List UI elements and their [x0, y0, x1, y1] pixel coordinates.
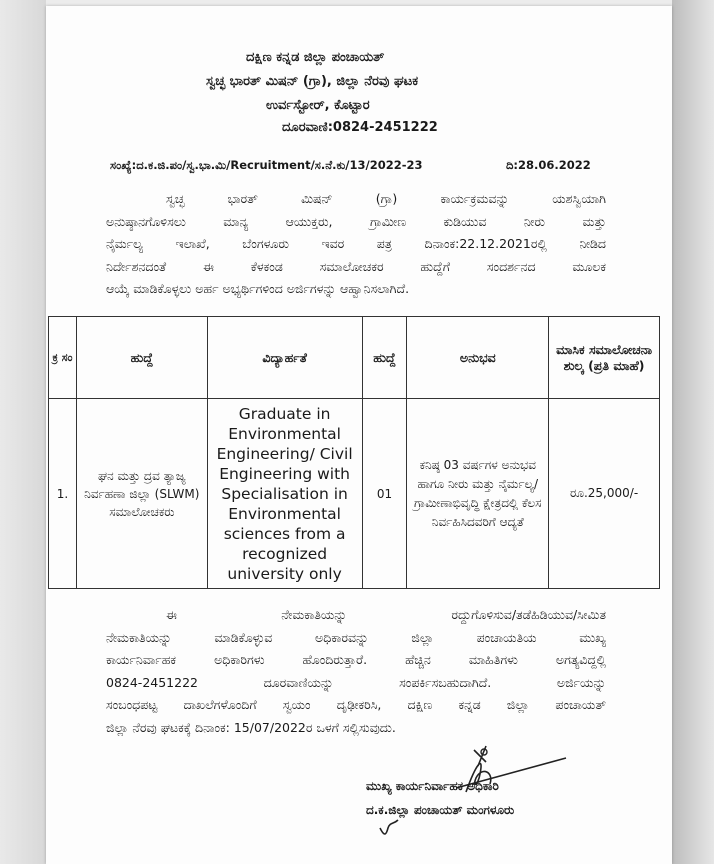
intro-line: ನೈರ್ಮಲ್ಯ ಇಲಾಖೆ, ಬೆಂಗಳೂರು ಇವರ ಪತ್ರ ದಿನಾಂಕ:22.12.2021ರಲ್ಲಿ ನೀಡಿದ [106, 236, 606, 251]
header-qualification: ವಿದ್ಯಾರ್ಹತೆ [207, 317, 362, 399]
header-post: ಹುದ್ದೆ [76, 317, 207, 399]
closing-line: 0824-2451222 ದೂರವಾಣಿಯನ್ನು ಸಂಪರ್ಕಿಸಬಹುದಾಗಿದೆ. ಅರ್ಜಿಯನ್ನು [106, 674, 606, 690]
cell-post: ಘನ ಮತ್ತು ದ್ರವ ತ್ಯಾಜ್ಯ ನಿರ್ವಹಣಾ ಜಿಲ್ಲಾ (SLWM) ಸಮಾಲೋಚಕರು [76, 399, 207, 589]
table-header-row [49, 317, 660, 399]
header-phone: ದೂರವಾಣಿ:0824-2451222 [282, 120, 438, 135]
tick-mark-icon [378, 818, 400, 838]
header-serial: ಕ್ರ ಸಂ [49, 317, 77, 399]
closing-line: ಜಿಲ್ಲಾ ನೆರವು ಘಟಕಕ್ಕೆ ದಿನಾಂಕ: 15/07/2022ರ ಒಳಗೆ ಸಲ್ಲಿಸುವುದು. [106, 719, 396, 735]
closing-paragraph [106, 604, 606, 739]
header-salary: ಮಾಸಿಕ ಸಮಾಲೋಚನಾ ಶುಲ್ಕ (ಪ್ರತಿ ಮಾಹೆ) [549, 317, 660, 399]
closing-line: ಸಂಬಂಧಪಟ್ಟ ದಾಖಲೆಗಳೊಂದಿಗೆ ಸ್ವಯಂ ದೃಢೀಕರಿಸಿ, ದಕ್ಷಿಣ ಕನ್ನಡ ಜಿಲ್ಲಾ ಪಂಚಾಯತ್ [106, 697, 606, 712]
header-experience: ಅನುಭವ [407, 317, 549, 399]
reference-date: ದಿ:28.06.2022 [506, 158, 591, 172]
document-page [46, 6, 672, 864]
table-row [49, 399, 660, 589]
reference-number: ಸಂಖ್ಯೆ:ದ.ಕ.ಜಿ.ಪಂ/ಸ್ವ.ಭಾ.ಮಿ/Recruitment/ಸ.ನೆ.ಕು/13/2022-23 [110, 158, 423, 172]
header-count: ಹುದ್ದೆ [362, 317, 407, 399]
intro-paragraph [106, 188, 606, 301]
intro-line: ಸ್ವಚ್ಛ ಭಾರತ್ ಮಿಷನ್ (ಗ್ರಾ) ಕಾರ್ಯಕ್ರಮವನ್ನು ಯಶಸ್ವಿಯಾಗಿ [166, 191, 606, 206]
signatory-designation: ಮುಖ್ಯ ಕಾರ್ಯನಿರ್ವಾಹಕ ಅಧಿಕಾರಿ [366, 779, 499, 793]
cell-salary: ರೂ.25,000/- [549, 399, 660, 589]
intro-line: ಅನುಷ್ಠಾನಗೊಳಿಸಲು ಮಾನ್ಯ ಆಯುಕ್ತರು, ಗ್ರಾಮೀಣ ಕುಡಿಯುವ ನೀರು ಮತ್ತು [106, 213, 606, 229]
background-right [672, 0, 714, 864]
recruitment-table [48, 316, 660, 589]
header-address: ಉರ್ವಸ್ಟೋರ್, ಕೊಟ್ಟಾರ [266, 98, 370, 113]
signature-icon [446, 744, 576, 804]
cell-serial: 1. [49, 399, 77, 589]
closing-line: ನೇಮಕಾತಿಯನ್ನು ಮಾಡಿಕೊಳ್ಳುವ ಅಧಿಕಾರವನ್ನು ಜಿಲ್ಲಾ ಪಂಚಾಯತಿಯ ಮುಖ್ಯ [106, 629, 606, 645]
closing-line: ಕಾರ್ಯನಿರ್ವಾಹಕ ಅಧಿಕಾರಿಗಳು ಹೊಂದಿರುತ್ತಾರೆ. ಹೆಚ್ಚಿನ ಮಾಹಿತಿಗಳು ಅಗತ್ಯವಿದ್ದಲ್ಲಿ [106, 652, 606, 667]
intro-line: ನಿರ್ದೇಶನದಂತೆ ಈ ಕೆಳಕಂಡ ಸಮಾಲೋಚಕರ ಹುದ್ದೆಗೆ ಸಂದರ್ಶನದ ಮೂಲಕ [106, 258, 606, 274]
intro-line: ಆಯ್ಕೆ ಮಾಡಿಕೊಳ್ಳಲು ಅರ್ಹ ಅಭ್ಯರ್ಥಿಗಳಿಂದ ಅರ್ಜಿಗಳನ್ನು ಆಹ್ವಾನಿಸಲಾಗಿದೆ. [106, 281, 410, 296]
cell-experience: ಕನಿಷ್ಠ 03 ವರ್ಷಗಳ ಅನುಭವ ಹಾಗೂ ನೀರು ಮತ್ತು ನೈರ್ಮಲ್ಯ/ ಗ್ರಾಮೀಣಾಭಿವೃದ್ಧಿ ಕ್ಷೇತ್ರದಲ್ಲಿ ಕೆಲಸ ನಿರ್ವಹಿಸಿದವರಿಗೆ ಆದ್ಯತೆ [407, 399, 549, 589]
header-district: ದಕ್ಷಿಣ ಕನ್ನಡ ಜಿಲ್ಲಾ ಪಂಚಾಯತ್ [246, 50, 385, 65]
signatory-office: ದ.ಕ.ಜಿಲ್ಲಾ ಪಂಚಾಯತ್ ಮಂಗಳೂರು [366, 803, 515, 817]
closing-line: ಈ ನೇಮಕಾತಿಯನ್ನು ರದ್ದುಗೊಳಿಸುವ/ತಡೆಹಿಡಿಯುವ/ಸೀಮಿತ [166, 607, 606, 622]
background-left [0, 0, 46, 864]
header-mission: ಸ್ವಚ್ಛ ಭಾರತ್ ಮಿಷನ್ (ಗ್ರಾ), ಜಿಲ್ಲಾ ನೆರವು ಘಟಕ [206, 74, 419, 89]
cell-count: 01 [362, 399, 407, 589]
cell-qualification: Graduate in Environmental Engineering/ Civil Engineering with Specialisation in Environmental sciences from a recognized university only [207, 399, 362, 589]
